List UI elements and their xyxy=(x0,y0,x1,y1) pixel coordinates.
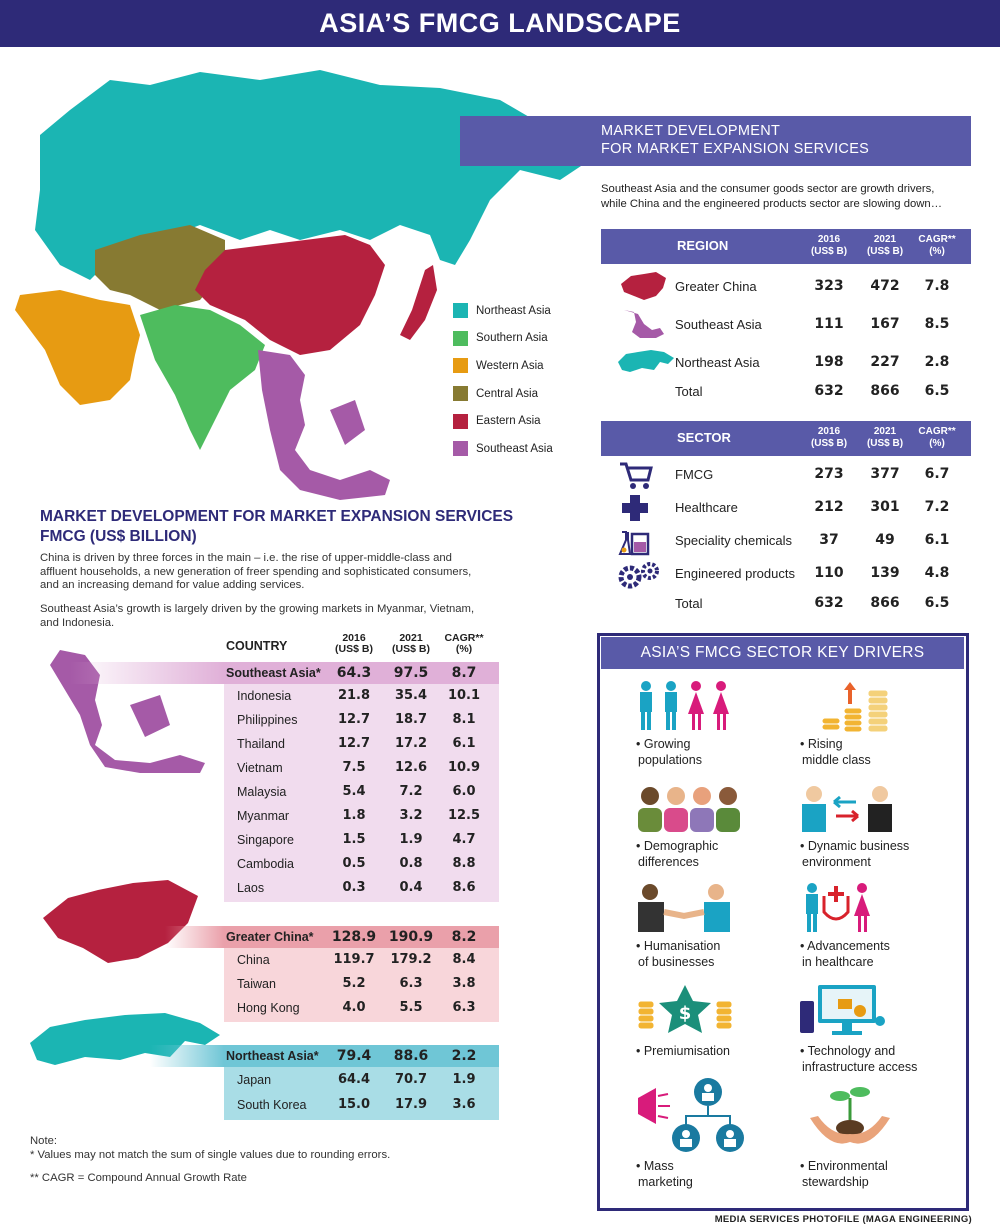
country-row: Laos 0.3 0.4 8.6 xyxy=(237,880,476,895)
region-western-asia xyxy=(15,290,140,405)
value-2021: 167 xyxy=(870,316,900,332)
value-2016: 37 xyxy=(819,532,839,548)
legend-label: Eastern Asia xyxy=(476,415,541,428)
driver-label: • Growing xyxy=(636,737,691,751)
value-2021: 97.5 xyxy=(393,665,429,681)
driver-item xyxy=(800,985,975,1075)
photo-credit: MEDIA SERVICES PHOTOFILE (MAGA ENGINEERING) xyxy=(714,1214,972,1225)
country-column-label: COUNTRY xyxy=(226,639,288,653)
value-2016: 212 xyxy=(814,499,844,515)
value-2021: 472 xyxy=(870,278,900,294)
country-row: Thailand 12.7 17.2 6.1 xyxy=(237,736,476,751)
country-row: Singapore 1.5 1.9 4.7 xyxy=(237,832,476,847)
driver-label: of businesses xyxy=(638,955,715,969)
driver-label: populations xyxy=(638,753,702,767)
sector-name: Healthcare xyxy=(675,500,738,515)
driver-item xyxy=(636,1076,811,1189)
legend-item xyxy=(453,297,593,325)
column-2016: 2016 (US$ B) xyxy=(810,234,848,257)
column-cagr: CAGR** (%) xyxy=(918,426,956,449)
value-cagr: 2.2 xyxy=(451,1048,477,1064)
value-cagr: 4.8 xyxy=(924,565,950,581)
value-2016: 110 xyxy=(814,565,844,581)
medical-cross-icon xyxy=(616,491,656,525)
value-2016: 198 xyxy=(814,354,844,370)
legend-swatch xyxy=(453,414,468,429)
title-line: MARKET DEVELOPMENT FOR MARKET EXPANSION SERVICES xyxy=(40,508,514,525)
column-2021: 2021 (US$ B) xyxy=(866,426,904,449)
legend-item xyxy=(453,435,593,463)
value-2021: 377 xyxy=(870,466,900,482)
driver-label: • Environmental xyxy=(800,1159,888,1173)
driver-item xyxy=(636,985,811,1065)
value-cagr: 6.5 xyxy=(924,595,950,611)
region-column-label: REGION xyxy=(677,238,729,253)
region-total-row xyxy=(601,375,971,409)
value-cagr: 7.2 xyxy=(924,499,950,515)
driver-item xyxy=(800,680,975,770)
country-row: Malaysia 5.4 7.2 6.0 xyxy=(237,784,476,799)
group-name: Greater China* xyxy=(226,930,314,944)
sector-table-header xyxy=(601,421,971,456)
legend-label: Southern Asia xyxy=(476,332,548,345)
total-label: Total xyxy=(675,596,703,611)
right-section-header xyxy=(460,116,971,166)
china-map-icon xyxy=(616,270,671,304)
driver-label: • Advancements xyxy=(800,939,890,953)
region-name: Northeast Asia xyxy=(675,355,760,370)
country-table-header xyxy=(224,631,499,659)
driver-label: • Dynamic business xyxy=(800,839,910,853)
healthcare-icon xyxy=(800,882,900,934)
value-2021: 866 xyxy=(870,383,900,399)
value-cagr: 2.8 xyxy=(924,354,950,370)
country-row: Vietnam 7.5 12.6 10.9 xyxy=(237,760,481,775)
title-line: FOR MARKET EXPANSION SERVICES xyxy=(601,141,870,157)
country-row: Japan 64.4 70.7 1.9 xyxy=(237,1072,476,1087)
driver-item xyxy=(636,782,811,872)
region-japan xyxy=(400,265,437,340)
country-row: China 119.7 179.2 8.4 xyxy=(237,952,476,967)
sector-name: FMCG xyxy=(675,467,714,482)
column-2016: 2016 (US$ B) xyxy=(810,426,848,449)
value-cagr: 6.5 xyxy=(924,383,950,399)
value-2016: 111 xyxy=(814,316,844,332)
column-2021: 2021 (US$ B) xyxy=(866,234,904,257)
southeast-asia-map-icon xyxy=(616,308,671,342)
left-paragraph-1: China is driven by three forces in the main – i.e. the rise of upper-middle-class and affluent households, a new generation of freer spending and sophisticated consumers, and an increasing demand for value adding services. xyxy=(40,552,472,591)
region-southeast-asia xyxy=(258,350,390,500)
region-name: Greater China xyxy=(675,279,757,294)
shopping-cart-icon xyxy=(616,458,656,492)
left-section-title xyxy=(40,507,540,547)
group-row-southeast-asia xyxy=(224,662,499,686)
value-2021: 49 xyxy=(875,532,895,548)
sector-row xyxy=(601,491,971,525)
column-2016: 2016 (US$ B) xyxy=(335,632,373,655)
column-cagr: CAGR** (%) xyxy=(444,632,484,655)
driver-item xyxy=(800,782,975,872)
network-people-icon xyxy=(636,1076,756,1156)
plant-hands-icon xyxy=(800,1080,900,1155)
value-2016: 323 xyxy=(814,278,844,294)
country-row: Cambodia 0.5 0.8 8.8 xyxy=(237,856,476,871)
value-2021: 88.6 xyxy=(393,1048,429,1064)
drivers-title: ASIA’S FMCG SECTOR KEY DRIVERS xyxy=(640,644,925,661)
country-row: Philippines 12.7 18.7 8.1 xyxy=(237,712,476,727)
driver-label: in healthcare xyxy=(802,955,874,969)
title-line: MARKET DEVELOPMENT xyxy=(601,123,781,139)
value-cagr: 8.7 xyxy=(451,665,477,681)
sector-row xyxy=(601,458,971,492)
intro-line: while China and the engineered products sector are slowing down… xyxy=(601,198,942,210)
legend-item xyxy=(453,325,593,353)
legend-swatch xyxy=(453,331,468,346)
connector-band xyxy=(165,926,224,948)
group-name: Southeast Asia* xyxy=(226,666,321,680)
value-2016: 128.9 xyxy=(331,929,377,945)
drivers-header xyxy=(601,637,964,669)
note-rounding: * Values may not match the sum of single values due to rounding errors. xyxy=(30,1149,391,1161)
chemistry-flask-icon xyxy=(616,524,656,558)
value-2021: 227 xyxy=(870,354,900,370)
legend-item xyxy=(453,352,593,380)
connector-band xyxy=(150,1045,224,1067)
people-icon xyxy=(636,680,736,732)
country-row: Taiwan 5.2 6.3 3.8 xyxy=(237,976,476,991)
value-cagr: 7.8 xyxy=(924,278,950,294)
legend-item xyxy=(453,380,593,408)
legend-swatch xyxy=(453,358,468,373)
value-cagr: 8.2 xyxy=(451,929,477,945)
value-2016: 79.4 xyxy=(336,1048,372,1064)
technology-icon xyxy=(800,985,900,1037)
value-cagr: 6.7 xyxy=(924,466,950,482)
driver-label: • Humanisation xyxy=(636,939,721,953)
premium-star-icon xyxy=(636,985,736,1037)
legend-item xyxy=(453,407,593,435)
sector-row xyxy=(601,524,971,558)
value-cagr: 8.5 xyxy=(924,316,950,332)
map-legend xyxy=(453,297,593,463)
group-row-northeast-asia xyxy=(224,1045,499,1069)
driver-item xyxy=(800,882,975,972)
driver-label: • Premiumisation xyxy=(636,1044,730,1058)
value-cagr: 6.1 xyxy=(924,532,950,548)
country-row: Hong Kong 4.0 5.5 6.3 xyxy=(237,1000,476,1015)
coin-stacks-icon xyxy=(800,680,900,732)
value-2016: 273 xyxy=(814,466,844,482)
total-label: Total xyxy=(675,384,703,399)
driver-item xyxy=(800,1080,975,1190)
sector-name: Engineered products xyxy=(675,566,795,581)
driver-label: environment xyxy=(802,855,871,869)
handshake-icon xyxy=(636,882,736,934)
driver-item xyxy=(636,882,811,972)
country-row: Myanmar 1.8 3.2 12.5 xyxy=(237,808,481,823)
value-2021: 301 xyxy=(870,499,900,515)
note-cagr: ** CAGR = Compound Annual Growth Rate xyxy=(30,1172,247,1184)
driver-label: stewardship xyxy=(802,1175,869,1189)
right-section-title xyxy=(601,122,869,158)
value-2016: 632 xyxy=(814,595,844,611)
sector-column-label: SECTOR xyxy=(677,430,731,445)
intro-line: Southeast Asia and the consumer goods sector are growth drivers, xyxy=(601,183,935,195)
northeast-asia-map xyxy=(25,1005,225,1080)
right-section-intro xyxy=(601,182,986,212)
legend-label: Northeast Asia xyxy=(476,304,551,317)
legend-label: Western Asia xyxy=(476,359,544,372)
value-2016: 64.3 xyxy=(336,665,372,681)
sector-row xyxy=(601,557,971,591)
value-2021: 866 xyxy=(870,595,900,611)
group-row-greater-china xyxy=(224,926,499,950)
legend-swatch xyxy=(453,441,468,456)
page-title: ASIA’S FMCG LANDSCAPE xyxy=(319,8,681,38)
region-southern-asia xyxy=(140,305,265,450)
driver-item xyxy=(636,680,811,770)
left-paragraph-2: Southeast Asia’s growth is largely driven by the growing markets in Myanmar, Vietnam, and Indonesia. xyxy=(40,603,475,629)
title-bar xyxy=(0,0,1000,47)
group-name: Northeast Asia* xyxy=(226,1049,319,1063)
sector-total-row xyxy=(601,587,971,621)
column-cagr: CAGR** (%) xyxy=(918,234,956,257)
business-exchange-icon xyxy=(800,782,900,834)
driver-label: • Demographic xyxy=(636,839,719,853)
value-2021: 139 xyxy=(870,565,900,581)
note-title: Note: xyxy=(30,1135,58,1147)
sector-name: Speciality chemicals xyxy=(675,533,793,548)
legend-label: Southeast Asia xyxy=(476,442,553,455)
driver-label: • Rising xyxy=(800,737,843,751)
title-line: FMCG (US$ BILLION) xyxy=(40,528,197,545)
connector-band xyxy=(70,662,224,684)
driver-label: differences xyxy=(638,855,699,869)
region-row xyxy=(601,270,971,304)
legend-swatch xyxy=(453,303,468,318)
column-2021: 2021 (US$ B) xyxy=(392,632,430,655)
gears-icon xyxy=(616,557,666,591)
value-2021: 190.9 xyxy=(388,929,434,945)
region-table-header xyxy=(601,229,971,264)
value-2016: 632 xyxy=(814,383,844,399)
driver-label: • Mass xyxy=(636,1159,674,1173)
driver-label: infrastructure access xyxy=(802,1060,918,1074)
legend-swatch xyxy=(453,386,468,401)
diverse-people-icon xyxy=(636,782,746,834)
country-row: South Korea 15.0 17.9 3.6 xyxy=(237,1097,476,1112)
country-row: Indonesia 21.8 35.4 10.1 xyxy=(237,688,481,703)
driver-label: • Technology and xyxy=(800,1044,896,1058)
legend-label: Central Asia xyxy=(476,387,539,400)
driver-label: marketing xyxy=(638,1175,693,1189)
region-name: Southeast Asia xyxy=(675,317,762,332)
svg-text:$: $ xyxy=(678,1003,692,1024)
region-row xyxy=(601,308,971,342)
driver-label: middle class xyxy=(802,753,871,767)
